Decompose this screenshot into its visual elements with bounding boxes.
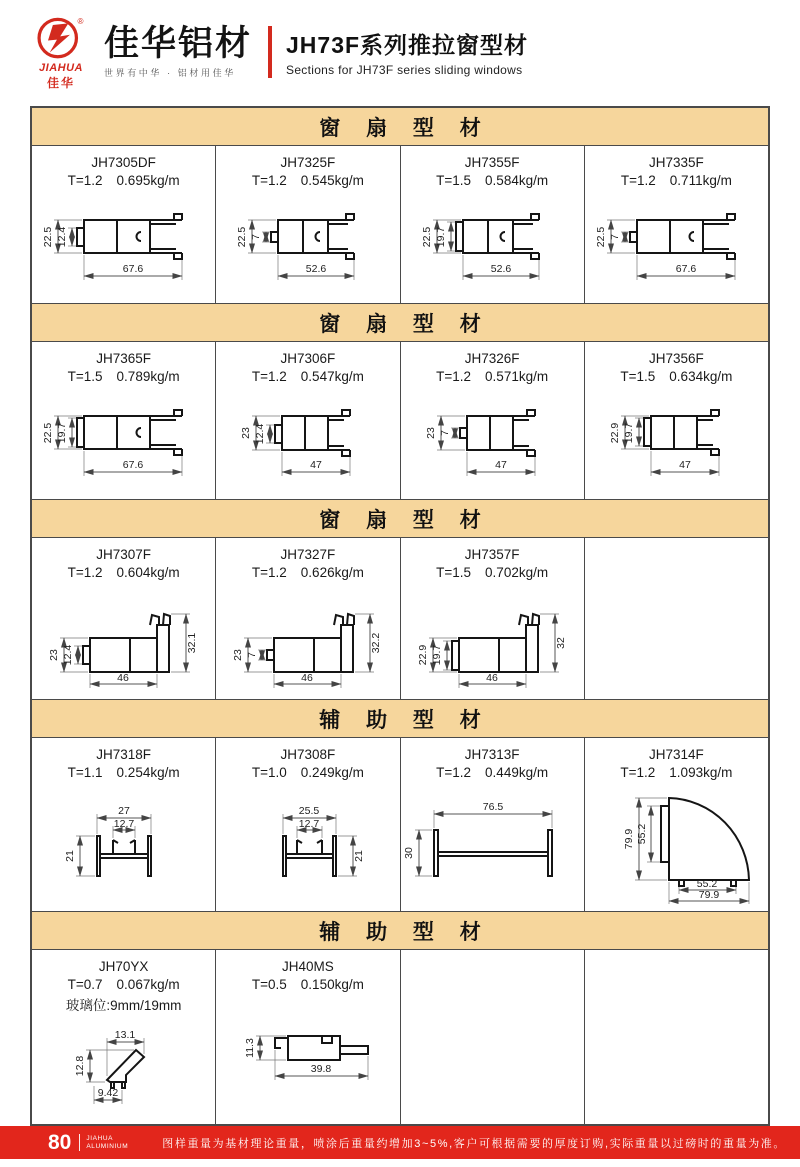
profile-spec: T=1.2 0.571kg/m [436,369,549,384]
profile-cell-jh7308f [216,738,400,911]
profile-cell-jh7325f [216,146,400,303]
dim-label: 7 [246,652,259,658]
dim-label: 46 [117,672,129,684]
profile-outline [275,1036,368,1060]
profile-drawing [216,388,399,484]
dim-label: 52.6 [490,263,511,275]
profile-code: JH7365F [96,351,152,366]
dim-label: 23 [232,649,245,661]
profile-code: JH7305DF [91,155,156,170]
dim-label: 7 [438,430,451,436]
profile-cell-jh7318f [32,738,216,911]
dim-label: 22.5 [420,226,433,248]
jiahua-emblem-icon [35,14,87,62]
profile-spec: T=1.5 0.702kg/m [436,565,549,580]
footer-bar [0,1126,800,1159]
profile-code: JH7308F [280,747,336,762]
profile-spec: T=1.2 1.093kg/m [620,765,733,780]
profile-cell-jh7327f [216,538,400,699]
profile-cell-jh7305df [32,146,216,303]
profile-spec: T=1.2 0.604kg/m [67,565,180,580]
registered-mark: ® [77,16,84,26]
profile-drawing [32,784,215,894]
dim-label: 79.9 [698,889,720,901]
profile-cell-jh7335f [585,146,768,303]
section-header-2 [32,303,768,342]
dim-label: 52.6 [306,263,327,275]
profile-outline [77,214,182,259]
dim-label: 12.4 [56,226,69,248]
profile-cell-jh7357f [401,538,585,699]
dim-label: 19.7 [622,422,635,444]
profile-code: JH7306F [280,351,336,366]
brand-block [104,23,253,79]
page-footer [0,1126,800,1167]
profile-spec: T=1.2 0.547kg/m [251,369,364,384]
dim-label: 22.5 [42,422,55,444]
profile-drawing [216,784,399,894]
profile-code: JH7335F [648,155,704,170]
dim-label: 27 [118,805,130,817]
profile-spec: T=1.5 0.789kg/m [67,369,180,384]
profile-cell-jh70yx [32,950,216,1124]
dim-label: 19.7 [430,644,443,666]
profile-outline [107,1050,144,1088]
dim-label: 23 [240,427,253,439]
header-divider [268,26,272,78]
profile-code: JH7356F [648,351,704,366]
section-header-3 [32,499,768,538]
profile-outline [456,214,539,259]
dimension-lines [283,814,357,876]
profile-spec: T=1.2 0.449kg/m [436,765,549,780]
section-header-1 [32,108,768,146]
profile-cell-empty [585,538,768,699]
profile-cell-jh40ms [216,950,400,1124]
page-title: JH73F系列推拉窗型材 [286,32,529,58]
dim-label: 55.2 [696,878,718,890]
dim-label: 19.7 [56,422,69,444]
dim-label: 11.3 [244,1038,257,1058]
profile-code: JH7314F [648,747,704,762]
footer-separator [79,1134,80,1151]
brand-logo [26,14,96,91]
profile-outline [97,836,151,876]
dim-label: 12.7 [113,818,135,830]
profile-drawing [32,584,215,694]
profile-code: JH7326F [464,351,520,366]
profile-row-3 [32,538,768,699]
profile-drawing [401,584,584,694]
profile-spec: T=1.5 0.584kg/m [436,173,549,188]
page-subtitle: Sections for JH73F series sliding windows [286,63,523,77]
dim-label: 67.6 [122,263,144,275]
dim-label: 23 [424,427,437,439]
profile-drawing [216,192,399,288]
dim-label: 9.42 [97,1087,119,1099]
dim-label: 22.5 [236,226,249,248]
profile-cell-empty [585,950,768,1124]
profile-cell-jh7355f [401,146,585,303]
profile-outline [644,410,719,455]
profile-spec: T=1.1 0.254kg/m [67,765,180,780]
dim-label: 22.5 [594,226,607,248]
profile-spec: T=1.0 0.249kg/m [251,765,364,780]
profile-spec: T=1.2 0.711kg/m [620,173,732,188]
profile-spec: T=1.5 0.634kg/m [620,369,733,384]
dim-label: 67.6 [122,459,144,471]
profile-outline [434,830,552,876]
logo-text-cn: 佳华 [46,75,75,90]
dim-label: 12.7 [299,818,320,830]
profile-outline [630,214,735,259]
profile-drawing [585,784,768,906]
profile-cell-jh7365f [32,342,216,499]
profile-code: JH7357F [464,547,520,562]
dim-label: 30 [402,847,415,859]
profile-cell-jh7314f [585,738,768,911]
dim-label: 39.8 [311,1063,332,1075]
profile-code: JH7307F [96,547,152,562]
profile-drawing [401,784,584,894]
company-tagline: 世界有中华 · 铝材用佳华 [104,67,236,78]
profile-drawing [401,388,584,484]
profile-cell-jh7313f [401,738,585,911]
dim-label: 7 [608,234,621,240]
profile-outline [267,614,354,672]
section-title: 窗 扇 型 材 [319,508,491,532]
profile-spec: T=0.7 0.067kg/m [67,977,180,992]
profile-code: JH70YX [98,959,149,974]
profile-spec: T=0.5 0.150kg/m [251,977,364,992]
profile-code: JH7313F [464,747,520,762]
dim-label: 32.1 [186,632,199,654]
dim-label: 32.2 [370,632,383,654]
profile-code: JH7325F [280,155,336,170]
profile-drawing [216,996,399,1092]
profile-cell-jh7306f [216,342,400,499]
dim-label: 7 [250,234,263,240]
dim-label: 76.5 [482,801,503,813]
profile-drawing [32,388,215,484]
dim-label: 23 [48,649,61,661]
profile-drawing [216,584,399,694]
profile-spec: T=1.2 0.545kg/m [251,173,364,188]
section-header-5 [32,911,768,950]
profile-drawing [401,192,584,288]
dim-label: 25.5 [299,805,320,817]
dim-label: 12.8 [74,1055,87,1077]
page-header [0,0,800,90]
profile-outline [77,410,182,455]
section-title: 辅 助 型 材 [319,920,491,944]
dim-label: 22.9 [416,644,429,666]
dim-label: 79.9 [622,828,635,850]
profile-code: JH40MS [281,959,334,974]
profile-outline [275,410,350,456]
section-header-4 [32,699,768,738]
dim-label: 47 [679,459,691,471]
section-title: 辅 助 型 材 [319,708,491,732]
profile-code: JH7327F [280,547,336,562]
section-title: 窗 扇 型 材 [319,116,491,140]
logo-text-en: JIAHUA [39,61,83,74]
profile-table [30,106,770,1126]
dim-label: 12.4 [62,644,75,666]
profile-code: JH7355F [464,155,520,170]
profile-row-2 [32,342,768,499]
profile-spec: T=1.2 0.626kg/m [251,565,364,580]
dim-label: 32 [554,637,567,649]
dim-label: 13.1 [114,1029,136,1041]
dim-label: 21 [64,850,77,862]
company-name: 佳华铝材 [104,23,253,63]
profile-outline [460,410,535,456]
dim-label: 22.9 [608,422,621,444]
section-title: 窗 扇 型 材 [319,312,491,336]
dim-label: 47 [494,459,507,471]
profile-row-1 [32,146,768,303]
profile-cell-jh7326f [401,342,585,499]
profile-outline [283,836,336,876]
dim-label: 55.2 [635,823,648,845]
footer-brand: JIAHUA ALUMINIUM [86,1135,129,1150]
dim-label: 19.7 [434,226,447,248]
profile-outline [83,614,170,672]
profile-spec: T=1.2 0.695kg/m [67,173,180,188]
dim-label: 67.6 [675,263,697,275]
profile-code: JH7318F [96,747,152,762]
footer-note: 图样重量为基材理论重量，喷涂后重量约增加3~5%,客户可根据需要的厚度订购,实际重量以过磅时的重量为准。 [162,1137,786,1150]
profile-drawing [585,192,768,288]
profile-drawing [585,388,768,484]
title-block [286,27,528,77]
profile-drawing [32,1018,215,1114]
dim-label: 46 [301,672,314,684]
profile-outline [452,614,539,672]
profile-outline [661,798,749,886]
dim-label: 22.5 [42,226,55,248]
profile-cell-jh7356f [585,342,768,499]
profile-outline [271,214,354,259]
dim-label: 12.4 [254,423,267,445]
profile-cell-empty [401,950,585,1124]
profile-cell-jh7307f [32,538,216,699]
profile-row-5 [32,950,768,1124]
page-number: 80 [48,1130,72,1154]
profile-glass-note: 玻璃位:9mm/19mm [65,998,182,1013]
profile-drawing [32,192,215,288]
dim-label: 47 [310,459,323,471]
dim-label: 46 [485,672,498,684]
profile-row-4 [32,738,768,911]
dim-label: 21 [353,850,366,862]
